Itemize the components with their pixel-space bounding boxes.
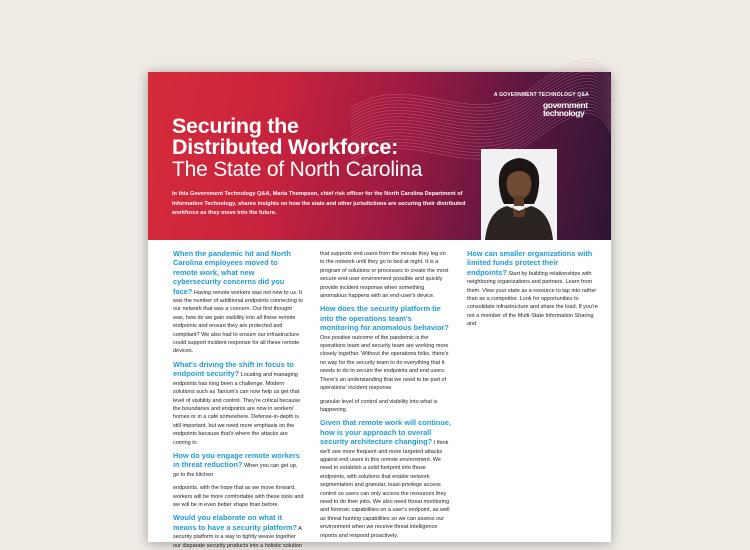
qa-block — [467, 250, 598, 329]
government-technology-logo — [543, 102, 589, 117]
qa-block — [173, 361, 304, 447]
title-line-2: Distributed Workforce: — [172, 135, 398, 159]
answer-text: endpoints, with the hope that as we move forward, workers will be more comfortable with these tools and we will be in even better shape than before. — [173, 485, 304, 508]
qa-block — [173, 452, 304, 479]
answer-text: Locating and managing endpoints has long been a challenge. Modern solutions such as Tanium's can now help us get that level of visibility and control. They're critical because the boundaries and endpoints are now in workers' homes or in a café somewhere. Defense-in-depth is still important, but we need more emphasis on the endpoints because that's where the attacks are coming in. — [173, 372, 301, 446]
question-heading: Would you elaborate on what it means to have a security platform? — [173, 513, 298, 532]
title-line-1: Securing the — [172, 114, 299, 138]
answer-text: granular level of control and visibility into what is happening. — [320, 398, 438, 413]
intro-paragraph: In this Government Technology Q&A, Maria Thompson, chief risk officer for the North Carolina Department of Information Technology, shares insights on how the state and other jurisdictions are securing their distributed workforce as they move into the future. — [172, 191, 466, 217]
kicker-label: A GOVERNMENT TECHNOLOGY Q&A — [493, 92, 589, 98]
answer-text: Start by building relationships with neighboring organizations and partners. Learn from them. View your state as a resource to tap into rather than as a competitor. Look for opportunities to consolidate infrastructure and share the load. If you're not a member of the Multi-State Information Sharing and — [467, 270, 598, 328]
answer-text: Having remote workers was not new to us. It was the number of additional endpoints connecting to our network that was a concern. Our first thought was, how do we gain visibility into all these remote endpoints and ensure they are protected and compliant? We also had to ensure our infrastructure could support incident response for all these remote devices. — [173, 289, 303, 355]
page-subtitle: The State of North Carolina — [172, 158, 423, 181]
answer-text: I think we'll see more frequent and more targeted attacks against end users in this remote environment. We need to establish a solid footprint into those endpoints, with solutions that enable network segmentation and granular, least-privilege access control so users can only access the resources they need to do their jobs. We also need threat monitoring and forensic capabilities on a user's endpoint, as well as threat hunting capabilities so we can assess our environment when we receive threat intelligence reports and respond proactively. — [320, 440, 450, 539]
question-heading: How do you engage remote workers in threat reduction? — [173, 450, 300, 470]
answer-text: When you can get up, go to the kitchen — [173, 463, 298, 478]
question-heading: When the pandemic hit and North Carolina employees moved to remote work, what new cybersecurity concerns did you face? — [173, 249, 291, 296]
question-heading: How does the security platform tie into the operations team's monitoring for anomalous behavior? — [320, 304, 449, 333]
question-heading: What's driving the shift in focus to endpoint security? — [173, 359, 294, 379]
document-page — [148, 72, 611, 549]
portrait-photo — [481, 149, 557, 240]
qa-block — [320, 305, 451, 392]
answer-text: One positive outcome of the pandemic is the operations team and security team are working more closely together. Without the operations folks, there's no way for the security team to do everything that it needs to do to secure the endpoints and end users. There's an understanding that we need to be part of operations' incident response — [320, 334, 449, 392]
question-heading: How can smaller organizations with limited funds protect their endpoints? — [467, 249, 593, 277]
article-body — [173, 250, 598, 550]
page-title — [172, 116, 472, 158]
logo-line-2: technology — [543, 107, 585, 118]
logo-line-1: government — [543, 100, 588, 110]
qa-block — [320, 419, 451, 540]
qa-block — [173, 250, 304, 356]
question-heading: Given that remote work will continue, how is your approach to overall security architecture changing? — [320, 418, 451, 447]
portrait-illustration — [481, 149, 557, 240]
answer-text: A security platform is a way to tightly weave together our disparate security products into a holistic solution that supports end users from the minute they log on to the network until they go to bed at night. It is a program of solutions or processes to create the most secure end-user environment possible and quickly provide incident response when something anomalous happens with an end-user's device. — [173, 251, 449, 549]
